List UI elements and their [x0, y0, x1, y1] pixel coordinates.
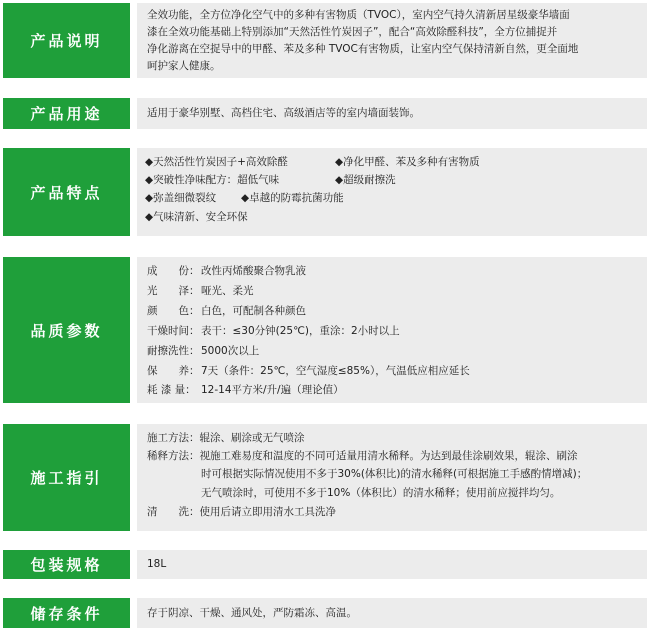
- section-product-features: [0, 148, 650, 236]
- section-content: [137, 257, 647, 403]
- section-storage: [0, 598, 650, 628]
- usage-text: 适用于豪华别墅、高档住宅、高级酒店等的室内墙面装饰。: [147, 107, 420, 119]
- param-value: 7天（条件：25℃，空气湿度≤85%），气温低应相应延长: [201, 365, 470, 377]
- guide-line: 无气喷涂时，可使用不多于10%（体积比）的清水稀释；使用前应搅拌均匀。: [201, 487, 561, 499]
- section-content: [137, 598, 647, 628]
- guide-line: 稀释方法：视施工难易度和温度的不同可适量用清水稀释。为达到最佳涂刷效果，辊涂、刷涂: [147, 450, 578, 462]
- param-key: 耗 漆 量：: [147, 384, 196, 396]
- section-title: 产品用途: [3, 98, 130, 129]
- section-content: [137, 98, 647, 129]
- section-content: [137, 550, 647, 579]
- section-title: 施工指引: [3, 424, 130, 531]
- section-title: 产品说明: [3, 3, 130, 78]
- section-construction-guide: [0, 424, 650, 531]
- section-product-description: [0, 3, 650, 78]
- guide-line: 清 洗：使用后请立即用清水工具洗净: [147, 506, 336, 518]
- guide-line: 时可根据实际情况使用不多于30%(体积比)的清水稀释(可根据施工手感酌情增减)；: [201, 468, 588, 480]
- param-key: 耐擦洗性：: [147, 345, 200, 357]
- guide-line: 施工方法：辊涂、刷涂或无气喷涂: [147, 432, 305, 444]
- param-key: 成 份：: [147, 265, 200, 277]
- storage-text: 存于阴凉、干燥、通风处，严防霜冻、高温。: [147, 607, 357, 619]
- section-title: 产品特点: [3, 148, 130, 236]
- param-key: 颜 色：: [147, 305, 200, 317]
- section-title: 包装规格: [3, 550, 130, 579]
- param-value: 12-14平方米/升/遍（理论值）: [201, 384, 344, 396]
- section-content: [137, 424, 647, 531]
- feature-item: ◆弥盖细微裂纹: [145, 192, 217, 204]
- param-key: 保 养：: [147, 365, 200, 377]
- section-quality-parameters: [0, 257, 650, 403]
- feature-item: ◆超级耐擦洗: [335, 174, 396, 186]
- param-key: 干燥时间：: [147, 325, 200, 337]
- feature-item: ◆卓越的防霉抗菌功能: [241, 192, 344, 204]
- param-value: 5000次以上: [201, 345, 260, 357]
- param-key: 光 泽：: [147, 285, 200, 297]
- feature-item: ◆突破性净味配方：超低气味: [145, 174, 280, 186]
- param-value: 改性丙烯酸聚合物乳液: [201, 265, 306, 277]
- feature-item: ◆气味清新、安全环保: [145, 211, 248, 223]
- section-title: 储存条件: [3, 598, 130, 628]
- feature-item: ◆天然活性竹炭因子+高效除醛: [145, 156, 288, 168]
- param-value: 哑光、柔光: [201, 285, 254, 297]
- description-line: 净化游离在空捉导中的甲醛、苯及多种 TVOC有害物质，让室内空气保持清新自然，更全面地: [147, 43, 579, 55]
- param-value: 白色，可配制各种颜色: [201, 305, 306, 317]
- description-line: 呵护家人健康。: [147, 60, 221, 72]
- packaging-text: 18L: [147, 558, 167, 570]
- section-product-usage: [0, 98, 650, 129]
- section-packaging: [0, 550, 650, 579]
- param-value: 表干：≤30分钟(25℃)，重涂：2小时以上: [201, 325, 400, 337]
- section-title: 品质参数: [3, 257, 130, 403]
- description-line: 全效功能，全方位净化空气中的多种有害物质（TVOC），室内空气持久清新居星级豪华墙面: [147, 9, 570, 21]
- feature-item: ◆净化甲醛、苯及多种有害物质: [335, 156, 480, 168]
- description-line: 漆在全效功能基础上特别添加“天然活性竹炭因子”，配合“高效除醛科技”，全方位捕捉并: [147, 26, 558, 38]
- section-content: [137, 3, 647, 78]
- section-content: [137, 148, 647, 236]
